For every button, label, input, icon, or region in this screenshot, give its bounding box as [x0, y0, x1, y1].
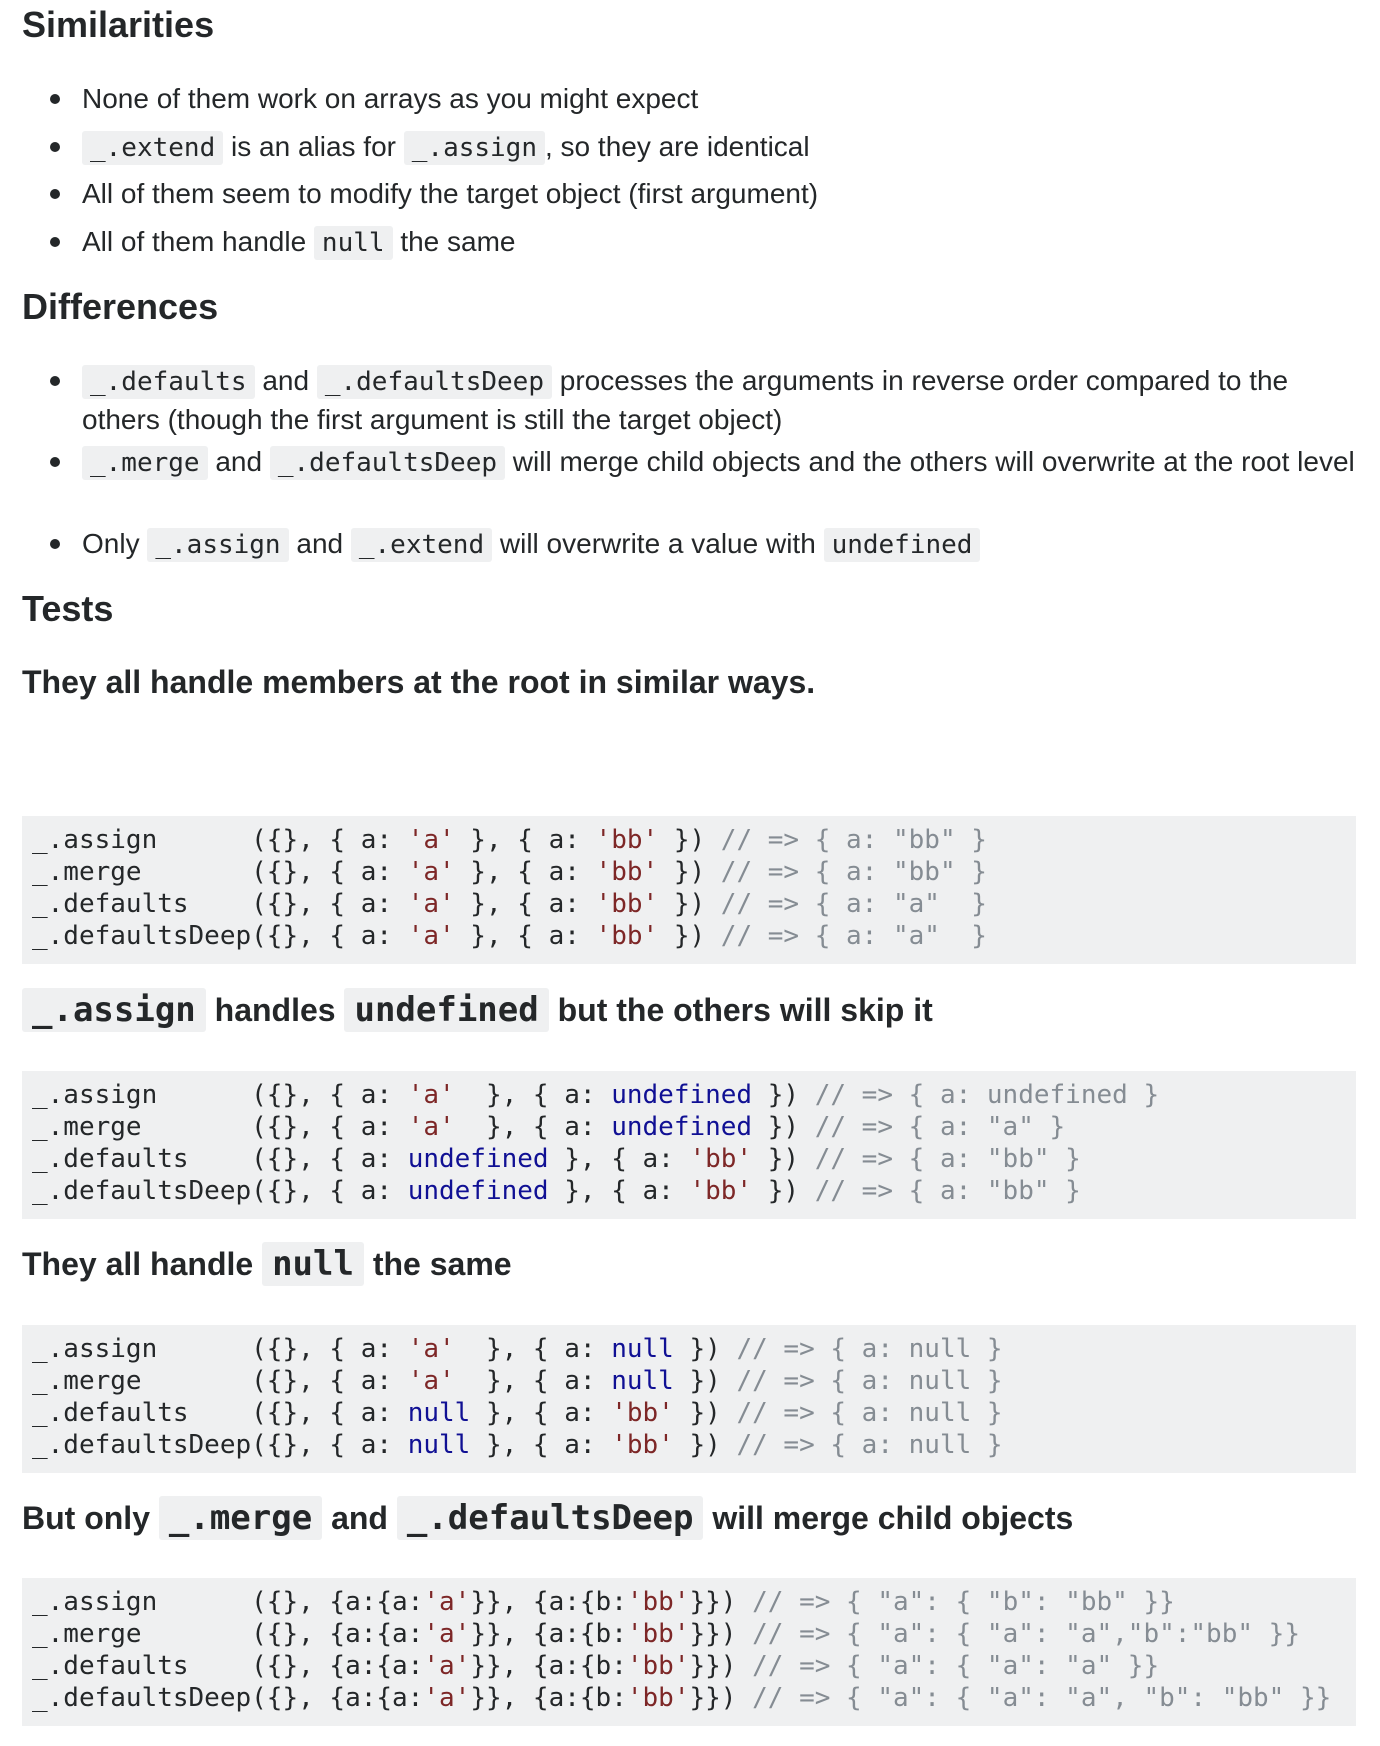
similarities-item-1 — [82, 80, 698, 117]
code-string: 'bb' — [611, 1430, 674, 1460]
code-plain: }) — [673, 1430, 737, 1460]
code-string: 'a' — [423, 1619, 471, 1649]
code-string: 'a' — [407, 889, 455, 919]
code-string: 'a' — [407, 1112, 455, 1142]
code-plain: _.assign ({}, { a: — [32, 825, 408, 855]
code-string: 'a' — [407, 921, 455, 951]
code-keyword: undefined — [611, 1080, 753, 1110]
item-text: All of them seem to modify the target object (first argument) — [82, 178, 819, 209]
code-block-undefined — [22, 1071, 1356, 1219]
code-comment: // => { "a": { "a": "a", "b": "bb" }} — [752, 1683, 1332, 1713]
differences-item-3 — [82, 525, 980, 564]
code-comment: // => { a: null } — [736, 1334, 1003, 1364]
code-plain: _.defaultsDeep({}, { a: — [32, 1430, 408, 1460]
code-comment: // => { a: "bb" } — [720, 857, 987, 887]
inline-code: _.assign — [147, 528, 288, 562]
heading-text: and — [322, 1500, 397, 1536]
item-text: and — [288, 528, 351, 559]
code-line — [32, 920, 1346, 952]
code-plain: }}) — [689, 1619, 753, 1649]
differences-item-2 — [82, 443, 1372, 482]
code-string: 'bb' — [626, 1651, 690, 1681]
differences-item-1 — [82, 362, 1372, 438]
bullet-icon — [50, 457, 60, 467]
code-plain: _.defaultsDeep({}, {a:{a: — [32, 1683, 424, 1713]
inline-code: _.assign — [22, 988, 206, 1032]
heading-text: But only — [22, 1500, 159, 1536]
code-line — [32, 1650, 1346, 1682]
bullet-icon — [50, 94, 60, 104]
item-text: , so they are identical — [545, 131, 810, 162]
code-line — [32, 1586, 1346, 1618]
code-line — [32, 1365, 1346, 1397]
code-line — [32, 856, 1346, 888]
code-plain: }) — [673, 1398, 737, 1428]
code-plain: }) — [658, 889, 721, 919]
code-plain: }) — [752, 1080, 815, 1110]
item-text: and — [207, 446, 270, 477]
code-line — [32, 1397, 1346, 1429]
heading-text: the same — [363, 1246, 512, 1282]
code-string: 'a' — [407, 1334, 455, 1364]
bullet-icon — [50, 189, 60, 199]
code-plain: }) — [673, 1334, 737, 1364]
code-keyword: null — [407, 1398, 471, 1428]
code-plain: }) — [752, 1176, 815, 1206]
code-plain: }) — [658, 857, 721, 887]
code-plain: }, { a: — [454, 889, 596, 919]
code-plain: _.merge ({}, { a: — [32, 1366, 408, 1396]
heading-text: will merge child objects — [703, 1500, 1074, 1536]
item-text: will merge child objects and the others will overwrite at the root level — [505, 446, 1355, 477]
code-string: 'bb' — [689, 1144, 753, 1174]
heading-text: but the others will skip it — [548, 992, 933, 1028]
code-line — [32, 824, 1346, 856]
code-plain: }, { a: — [548, 1144, 690, 1174]
inline-code: _.defaultsDeep — [397, 1496, 704, 1540]
code-plain: }}) — [689, 1683, 753, 1713]
code-block-null — [22, 1325, 1356, 1473]
code-line — [32, 1143, 1346, 1175]
item-text: will overwrite a value with — [492, 528, 824, 559]
code-line — [32, 1682, 1346, 1714]
code-line — [32, 1111, 1346, 1143]
code-string: 'a' — [423, 1651, 471, 1681]
code-string: 'bb' — [626, 1587, 690, 1617]
code-string: 'bb' — [595, 889, 659, 919]
bullet-icon — [50, 539, 60, 549]
code-comment: // => { a: "bb" } — [814, 1176, 1081, 1206]
code-plain: }}, {a:{b: — [470, 1619, 627, 1649]
code-plain: _.merge ({}, {a:{a: — [32, 1619, 424, 1649]
code-line — [32, 1618, 1346, 1650]
inline-code: undefined — [824, 528, 981, 562]
heading-text: They all handle members at the root in similar ways. — [22, 664, 816, 700]
code-plain: }, { a: — [454, 1366, 612, 1396]
item-text: All of them handle — [82, 226, 314, 257]
inline-code: _.defaultsDeep — [317, 365, 552, 399]
item-text: processes the arguments in reverse order compared to the others (though the first argument is still the target object) — [82, 365, 1289, 435]
code-comment: // => { a: null } — [736, 1430, 1003, 1460]
code-comment: // => { a: "bb" } — [814, 1144, 1081, 1174]
code-plain: }) — [673, 1366, 737, 1396]
test-heading-merge-child — [22, 1498, 1073, 1538]
inline-code: undefined — [344, 988, 548, 1032]
inline-code: _.extend — [82, 131, 223, 165]
code-keyword: undefined — [611, 1112, 753, 1142]
code-line — [32, 1333, 1346, 1365]
code-plain: }, { a: — [454, 1112, 612, 1142]
code-plain: _.defaults ({}, { a: — [32, 1144, 408, 1174]
code-plain: _.assign ({}, { a: — [32, 1334, 408, 1364]
code-line — [32, 888, 1346, 920]
code-plain: }) — [658, 825, 721, 855]
code-plain: }, { a: — [470, 1398, 612, 1428]
inline-code: _.merge — [82, 446, 208, 480]
code-string: 'bb' — [626, 1619, 690, 1649]
code-plain: _.merge ({}, { a: — [32, 857, 408, 887]
code-plain: }, { a: — [454, 825, 596, 855]
test-heading-root-members — [22, 664, 815, 701]
code-plain: }, { a: — [454, 1334, 612, 1364]
code-plain: }, { a: — [470, 1430, 612, 1460]
code-line — [32, 1429, 1346, 1461]
code-string: 'a' — [407, 1080, 455, 1110]
code-plain: _.defaults ({}, { a: — [32, 1398, 408, 1428]
code-string: 'bb' — [595, 857, 659, 887]
item-text: is an alias for — [223, 131, 404, 162]
code-plain: _.defaultsDeep({}, { a: — [32, 921, 408, 951]
item-text: and — [254, 365, 317, 396]
similarities-item-2 — [82, 128, 810, 167]
code-string: 'a' — [407, 825, 455, 855]
code-plain: _.defaultsDeep({}, { a: — [32, 1176, 408, 1206]
bullet-icon — [50, 142, 60, 152]
code-comment: // => { a: null } — [736, 1366, 1003, 1396]
heading-differences: Differences — [22, 286, 219, 327]
code-string: 'a' — [423, 1683, 471, 1713]
inline-code: _.merge — [159, 1496, 322, 1540]
code-line — [32, 1175, 1346, 1207]
code-string: 'a' — [423, 1587, 471, 1617]
inline-code: _.extend — [351, 528, 492, 562]
inline-code: null — [314, 226, 393, 260]
code-keyword: null — [611, 1366, 674, 1396]
code-string: 'bb' — [611, 1398, 674, 1428]
code-string: 'bb' — [595, 921, 659, 951]
code-plain: }) — [752, 1144, 815, 1174]
code-string: 'bb' — [595, 825, 659, 855]
code-block-root-members — [22, 816, 1356, 964]
similarities-item-3 — [82, 175, 818, 212]
code-keyword: null — [611, 1334, 674, 1364]
code-comment: // => { a: "a" } — [720, 921, 987, 951]
code-comment: // => { a: "a" } — [814, 1112, 1066, 1142]
test-heading-null — [22, 1244, 512, 1284]
item-text: Only — [82, 528, 148, 559]
code-string: 'a' — [407, 857, 455, 887]
code-plain: }) — [658, 921, 721, 951]
code-keyword: null — [407, 1430, 471, 1460]
heading-similarities: Similarities — [22, 4, 215, 45]
code-comment: // => { a: undefined } — [814, 1080, 1160, 1110]
code-plain: _.merge ({}, { a: — [32, 1112, 408, 1142]
code-string: 'a' — [407, 1366, 455, 1396]
heading-text: They all handle — [22, 1246, 263, 1282]
code-plain: }}) — [689, 1587, 753, 1617]
heading-tests: Tests — [22, 588, 114, 629]
code-plain: }, { a: — [548, 1176, 690, 1206]
code-comment: // => { a: "bb" } — [720, 825, 987, 855]
similarities-item-4 — [82, 223, 516, 262]
inline-code: _.assign — [404, 131, 545, 165]
code-plain: _.defaults ({}, { a: — [32, 889, 408, 919]
code-string: 'bb' — [689, 1176, 753, 1206]
code-keyword: undefined — [407, 1176, 549, 1206]
code-string: 'bb' — [626, 1683, 690, 1713]
code-plain: }}, {a:{b: — [470, 1683, 627, 1713]
item-text: None of them work on arrays as you might expect — [82, 83, 699, 114]
code-plain: }, { a: — [454, 1080, 612, 1110]
code-comment: // => { "a": { "a": "a" }} — [752, 1651, 1160, 1681]
code-plain: }, { a: — [454, 857, 596, 887]
heading-text: handles — [205, 992, 345, 1028]
code-plain: }}) — [689, 1651, 753, 1681]
inline-code: _.defaults — [82, 365, 255, 399]
code-plain: }) — [752, 1112, 815, 1142]
code-plain: _.assign ({}, { a: — [32, 1080, 408, 1110]
code-plain: _.defaults ({}, {a:{a: — [32, 1651, 424, 1681]
item-text: the same — [392, 226, 516, 257]
inline-code: _.defaultsDeep — [270, 446, 505, 480]
test-heading-undefined — [22, 990, 933, 1030]
code-comment: // => { "a": { "b": "bb" }} — [752, 1587, 1175, 1617]
code-keyword: undefined — [407, 1144, 549, 1174]
code-line — [32, 1079, 1346, 1111]
code-plain: }}, {a:{b: — [470, 1651, 627, 1681]
code-plain: }}, {a:{b: — [470, 1587, 627, 1617]
code-plain: _.assign ({}, {a:{a: — [32, 1587, 424, 1617]
bullet-icon — [50, 237, 60, 247]
code-comment: // => { "a": { "a": "a","b":"bb" }} — [752, 1619, 1300, 1649]
code-comment: // => { a: null } — [736, 1398, 1003, 1428]
inline-code: null — [262, 1242, 364, 1286]
code-plain: }, { a: — [454, 921, 596, 951]
code-block-merge-child — [22, 1578, 1356, 1726]
bullet-icon — [50, 376, 60, 386]
code-comment: // => { a: "a" } — [720, 889, 987, 919]
